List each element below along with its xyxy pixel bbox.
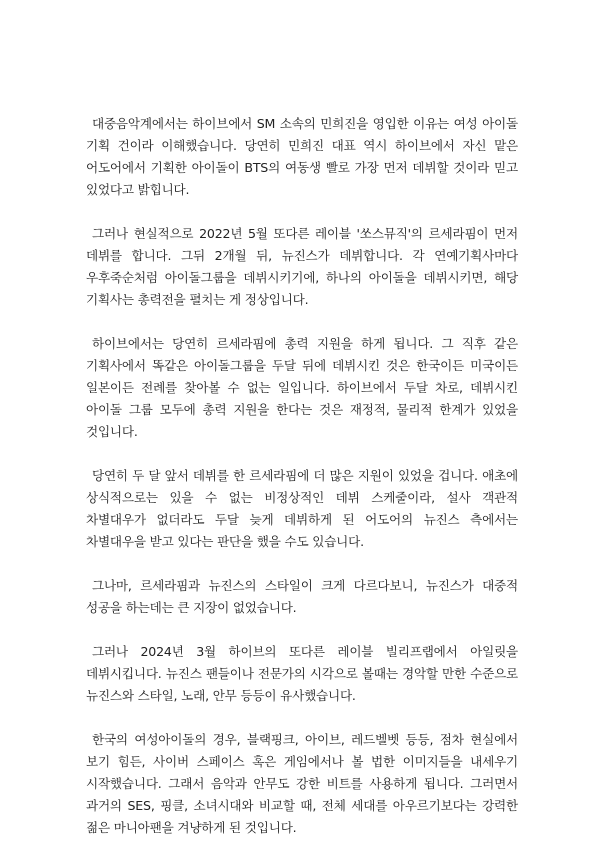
document-body — [86, 113, 518, 839]
paragraph-3: 하이브에서는 당연히 르세라핌에 총력 지원을 하게 됩니다. 그 직후 같은 기획사에서 똑같은 아이돌그룹을 두달 뒤에 데뷔시킨 것은 한국이든 미국이든 일본이든 전례를 찾아볼 수 없는 일입니다. 하이브에서 두달 차로, 데뷔시킨 아이돌 그룹 모두에 총력 지원을 한다는 것은 재정적, 물리적 한계가 있었을 것입니다. — [86, 336, 518, 439]
paragraph-1: 대중음악계에서는 하이브에서 SM 소속의 민희진을 영입한 이유는 여성 아이돌 기획 건이라 이해했습니다. 당연히 민희진 대표 역시 하이브에서 자신 맡은 어도어에서 기획한 아이돌이 BTS의 여동생 빨로 가장 먼저 데뷔할 것이라 믿고 있었다고 밝힙니다. — [86, 116, 518, 197]
paragraph-4: 당연히 두 달 앞서 데뷔를 한 르세라핌에 더 많은 지원이 있었을 겁니다. 애초에 상식적으로는 있을 수 없는 비정상적인 데뷔 스케줄이라, 설사 객관적 차별대우가 없더라도 두달 늦게 데뷔하게 된 어도어의 뉴진스 측에서는 차별대우을 받고 있다는 판단을 했을 수도 있습니다. — [86, 468, 518, 549]
paragraph-7: 한국의 여성아이돌의 경우, 블랙핑크, 아이브, 레드벨벳 등등, 점차 현실에서 보기 힘든, 사이버 스페이스 혹은 게임에서나 볼 법한 이미지들을 내세우기 시작했습니다. 그래서 음악과 안무도 강한 비트를 사용하게 됩니다. 그러면서 과거의 SES, 핑클, 소녀시대와 비교할 때, 전체 세대를 아우르기보다는 강력한 젊은 마니아팬을 겨냥하게 된 것입니다. — [86, 732, 518, 835]
paragraph-5: 그나마, 르세라핌과 뉴진스의 스타일이 크게 다르다보니, 뉴진스가 대중적 성공을 하는데는 큰 지장이 없었습니다. — [86, 578, 518, 615]
paragraph-2: 그러나 현실적으로 2022년 5월 또다른 레이블 '쏘스뮤직'의 르세라핌이 먼저 데뷔를 합니다. 그뒤 2개월 뒤, 뉴진스가 데뷔합니다. 각 연예기획사마다 우후죽순처럼 아이돌그룹을 데뷔시키기에, 하나의 아이돌을 데뷔시키면, 해당 기획사는 총력전을 펼치는 게 정상입니다. — [86, 226, 518, 307]
paragraph-6: 그러나 2024년 3월 하이브의 또다른 레이블 빌리프랩에서 아일릿을 데뷔시킵니다. 뉴진스 팬들이나 전문가의 시각으로 볼때는 경악할 만한 수준으로 뉴진스와 스타일, 노래, 안무 등등이 유사했습니다. — [86, 644, 518, 703]
